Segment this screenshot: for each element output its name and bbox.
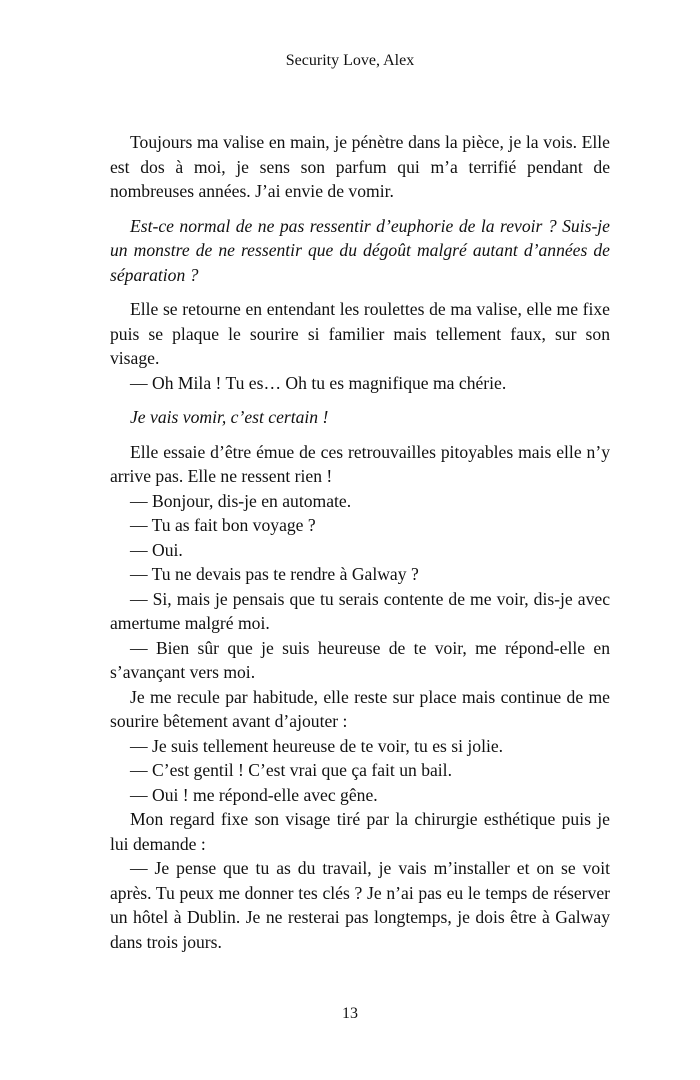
italic-thought: Est-ce normal de ne pas ressentir d’euphorie de la revoir ? Suis-je un monstre de ne ressentir que du dégoût malgré autant d’années de séparation ? — [110, 215, 610, 285]
dialogue-line: — Oui. — [130, 539, 183, 560]
dialogue-line: — Bonjour, dis-je en automate. — [130, 490, 352, 511]
dialogue-line: — Si, mais je pensais que tu serais contente de me voir, dis-je avec amertume malgré moi. — [110, 588, 610, 633]
dialogue-line: — Bien sûr que je suis heureuse de te voir, me répond-elle en s’avançant vers moi. — [110, 637, 610, 682]
dialogue-line: — C’est gentil ! C’est vrai que ça fait un bail. — [130, 760, 452, 780]
dialogue-line: — Oh Mila ! Tu es… Oh tu es magnifique ma chérie. — [130, 372, 507, 393]
running-header: Security Love, Alex — [285, 52, 415, 69]
paragraph: Je me recule par habitude, elle reste sur place mais continue de me sourire bêtement avant d’ajouter : — [110, 686, 610, 731]
dialogue-line: — Tu ne devais pas te rendre à Galway ? — [130, 564, 419, 584]
dialogue-line: — Je suis tellement heureuse de te voir, tu es si jolie. — [130, 735, 504, 756]
paragraph: Mon regard fixe son visage tiré par la chirurgie esthétique puis je lui demande : — [110, 809, 610, 854]
paragraph: Elle essaie d’être émue de ces retrouvailles pitoyables mais elle n’y arrive pas. Elle ne ressent rien ! — [110, 441, 610, 486]
dialogue-line: — Tu as fait bon voyage ? — [130, 515, 316, 535]
page-body — [110, 130, 610, 954]
dialogue-line: — Je pense que tu as du travail, je vais m’installer et on se voit après. Tu peux me donner tes clés ? Je n’ai pas eu le temps de réserver un hôtel à Dublin. Je ne resterai pas longtemps, je dois être à Galway dans trois jours. — [110, 858, 610, 952]
page-number: 13 — [342, 1005, 358, 1022]
italic-thought: Je vais vomir, c’est certain ! — [130, 407, 329, 427]
dialogue-line: — Oui ! me répond-elle avec gêne. — [130, 784, 378, 805]
paragraph: Toujours ma valise en main, je pénètre dans la pièce, je la vois. Elle est dos à moi, je sens son parfum qui m’a terrifié pendant de nombreuses années. J’ai envie de vomir. — [110, 132, 610, 201]
paragraph: Elle se retourne en entendant les roulettes de ma valise, elle me fixe puis se plaque le sourire si familier mais tellement faux, sur son visage. — [110, 299, 610, 368]
